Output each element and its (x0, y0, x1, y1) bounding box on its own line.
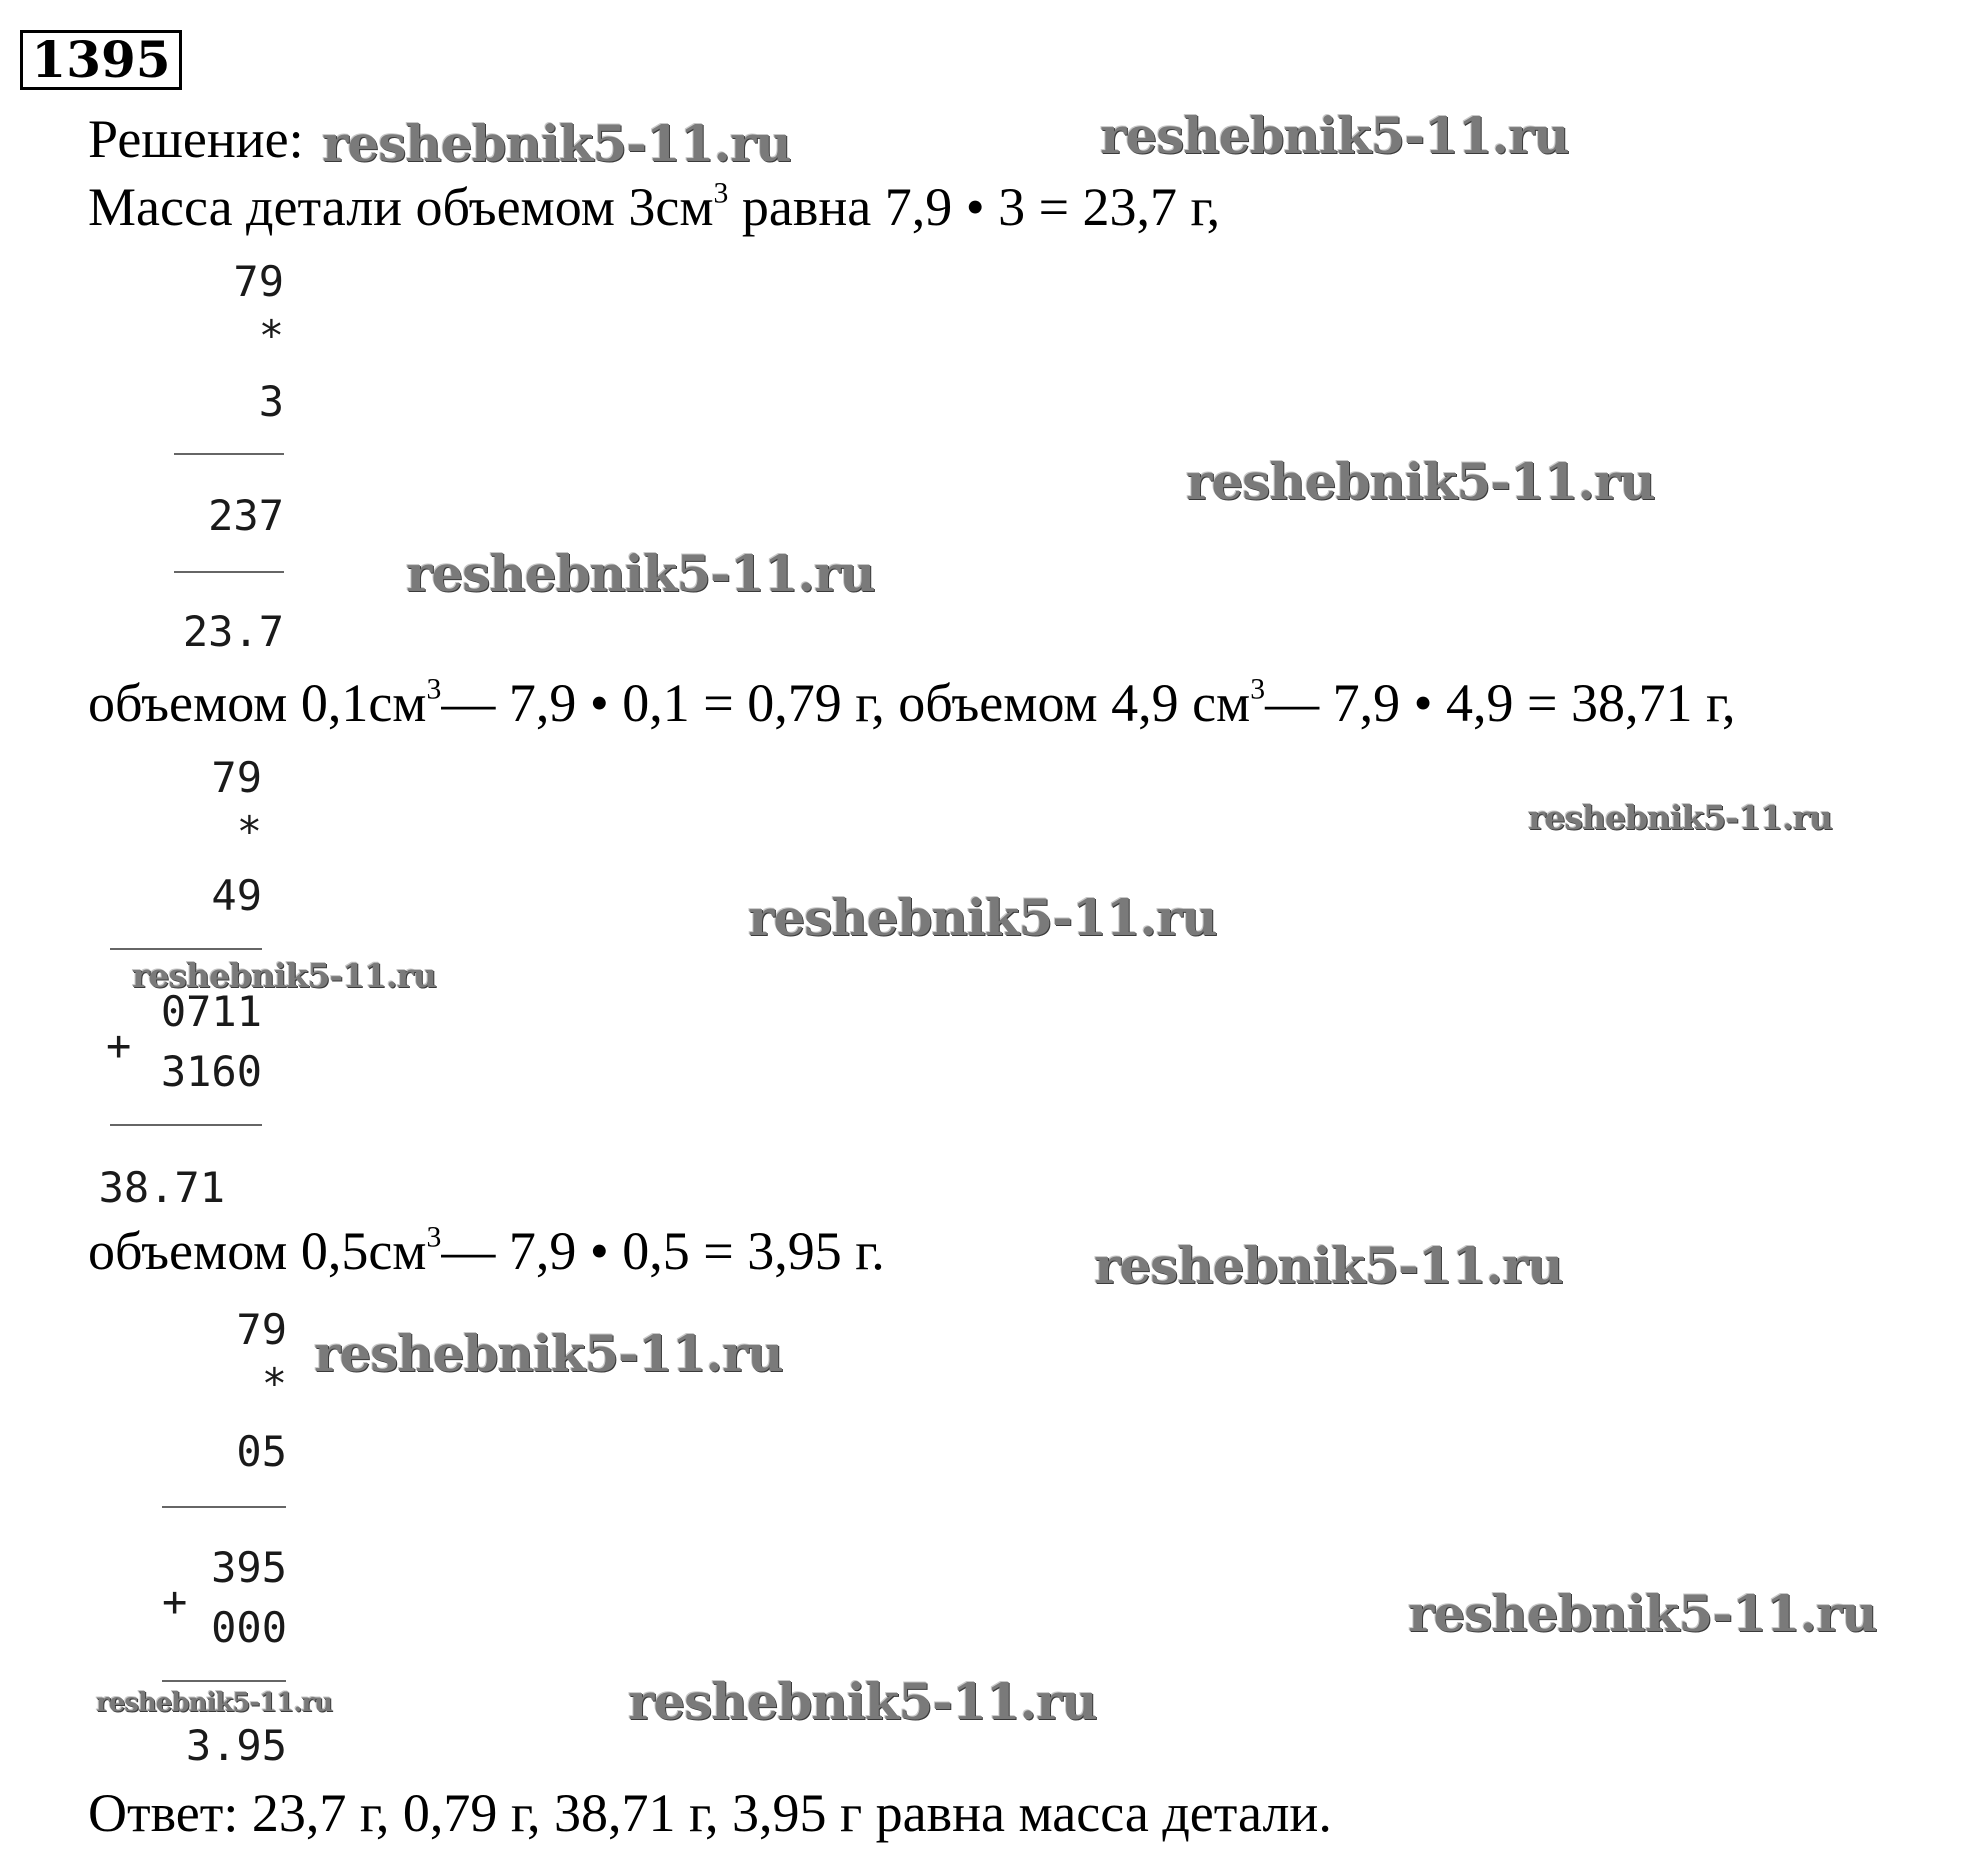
watermark: reshebnik5-11.ru (1528, 798, 1832, 837)
calc3-rule-1 (162, 1506, 286, 1508)
watermark: reshebnik5-11.ru (314, 1324, 783, 1383)
problem-number: 1395 (20, 30, 182, 90)
superscript: 3 (713, 177, 729, 210)
solution-line-3: объемом $0,5см^3—$ 7,9 • 0,5 = 3,95 г. (88, 1221, 885, 1281)
calc2-plus: + (106, 1021, 132, 1070)
calc3-operator: * (261, 1359, 287, 1408)
calc2-operator: * (236, 807, 262, 856)
calc1-operand-b: 3 (258, 377, 284, 426)
watermark: reshebnik5-11.ru (628, 1672, 1097, 1731)
watermark: reshebnik5-11.ru (132, 956, 436, 995)
calc2-rule-1 (110, 948, 262, 950)
solution-line-2: объемом $0,1см^3—$ 7,9 • 0,1 = 0,79 г, объемом 4,9 $см^3—$ 7,9 • 4,9 = 38,71 г, (88, 673, 1736, 733)
calc3-plus: + (162, 1577, 188, 1626)
superscript: 3 (426, 1221, 442, 1254)
watermark: reshebnik5-11.ru (1094, 1236, 1563, 1295)
watermark: reshebnik5-11.ru (406, 544, 875, 603)
calc1-rule-1 (174, 453, 284, 455)
watermark: reshebnik5-11.ru (96, 1688, 333, 1718)
superscript: 3 (1250, 673, 1266, 706)
calc2-operand-b: 49 (211, 871, 262, 920)
solution-line-1: Масса детали объемом $3см^3$ равна 7,9 • 3 = 23,7 г, (88, 177, 1221, 237)
calc2-rule-2 (110, 1124, 262, 1126)
calc1-operator: * (258, 311, 284, 360)
watermark: reshebnik5-11.ru (322, 114, 791, 173)
calc1-rule-2 (174, 571, 284, 573)
calc2-partial-1: 0711 (160, 987, 262, 1036)
calc3-operand-b: 05 (236, 1427, 287, 1476)
calc3-partial-1: 395 (211, 1543, 287, 1592)
calc3-operand-a: 79 (236, 1305, 287, 1354)
watermark: reshebnik5-11.ru (1186, 452, 1655, 511)
calc3-partial-2: 000 (211, 1603, 287, 1652)
calc3-rule-2 (162, 1680, 286, 1682)
calc1-result: 23.7 (182, 607, 284, 656)
superscript: 3 (426, 673, 442, 706)
watermark: reshebnik5-11.ru (748, 888, 1217, 947)
watermark: reshebnik5-11.ru (1408, 1584, 1877, 1643)
answer-line: Ответ: 23,7 г, 0,79 г, 38,71 г, 3,95 г равна масса детали. (88, 1783, 1332, 1843)
calc2-operand-a: 79 (211, 753, 262, 802)
calc1-operand-a: 79 (233, 257, 284, 306)
solution-label: Решение: (88, 109, 304, 169)
calc3-result: 3.95 (185, 1721, 287, 1770)
calc2-partial-2: 3160 (160, 1047, 262, 1096)
calc1-product: 237 (208, 491, 284, 540)
calc2-result: 38.71 (98, 1163, 225, 1212)
watermark: reshebnik5-11.ru (1100, 106, 1569, 165)
